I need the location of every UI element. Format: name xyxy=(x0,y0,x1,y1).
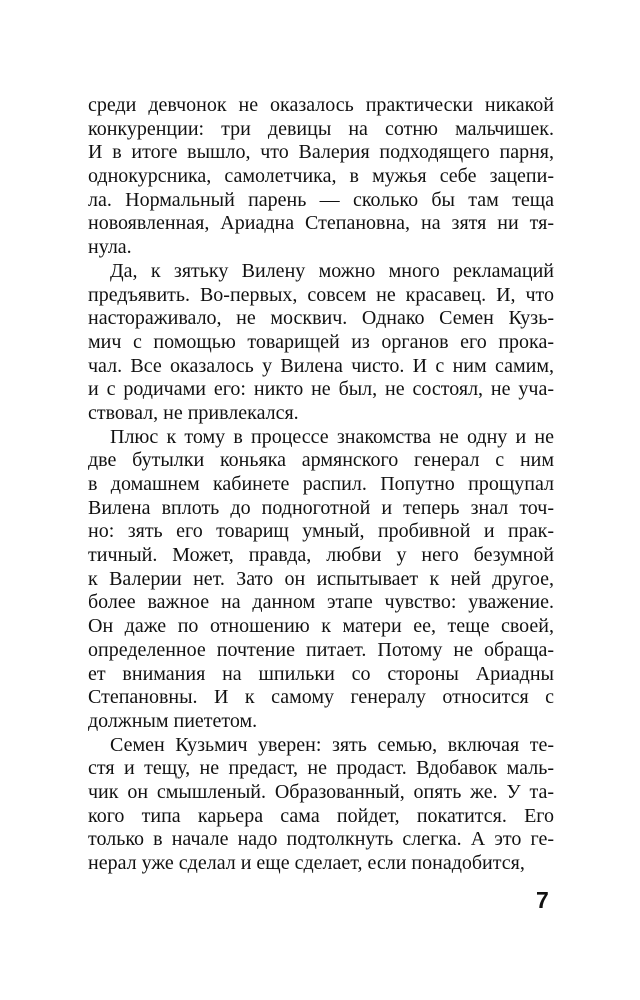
text-line: ет внимания на шпильки со стороны Ариадны xyxy=(88,662,554,685)
text-line: Семен Кузьмич уверен: зять семью, включая те- xyxy=(110,733,554,756)
text-line: но: зять его товарищ умный, пробивной и прак- xyxy=(88,520,554,543)
text-line: только в начале надо подтолкнуть слегка. А это ге- xyxy=(88,828,554,851)
text-line: Да, к зятьку Вилену можно много рекламаций xyxy=(110,259,554,282)
text-line: стя и тещу, не предаст, не продаст. Вдобавок маль- xyxy=(88,757,554,780)
text-line: конкуренции: три девицы на сотню мальчишек. xyxy=(88,117,554,140)
body-text xyxy=(88,94,554,876)
text-line: кого типа карьера сама пойдет, покатится. Его xyxy=(88,804,554,827)
text-line: однокурсника, самолетчика, в мужья себе зацепи- xyxy=(88,165,554,188)
text-line: мич с помощью товарищей из органов его прока- xyxy=(88,330,554,353)
text-line: нерал уже сделал и еще сделает, если понадобится, xyxy=(88,852,525,874)
text-line: новоявленная, Ариадна Степановна, на зятя ни тя- xyxy=(88,212,554,235)
text-line: к Валерии нет. Зато он испытывает к ней другое, xyxy=(88,567,554,590)
text-line: ла. Нормальный парень — сколько бы там теща xyxy=(88,188,554,211)
text-line: в домашнем кабинете распил. Попутно прощупал xyxy=(88,473,554,495)
text-line: И в итоге вышло, что Валерия подходящего парня, xyxy=(88,141,554,164)
text-line: две бутылки коньяка армянского генерал с ним xyxy=(88,449,554,472)
text-line: определенное почтение питает. Потому не обраща- xyxy=(88,638,554,661)
text-line: настораживало, не москвич. Однако Семен Кузь- xyxy=(88,307,554,330)
text-line: более важное на данном этапе чувство: уважение. xyxy=(88,591,554,614)
text-line: ствовал, не привлекался. xyxy=(88,401,299,424)
text-line: чик он смышленый. Образованный, опять же. У та- xyxy=(88,780,554,803)
text-line: чал. Все оказалось у Вилена чисто. И с ним самим, xyxy=(88,354,554,377)
text-line: тичный. Может, правда, любви у него безумной xyxy=(88,544,554,567)
text-line: Степановны. И к самому генералу относится с xyxy=(88,686,554,709)
text-line: Вилена вплоть до подноготной и теперь знал точ- xyxy=(88,496,554,519)
text-line: среди девчонок не оказалось практически никакой xyxy=(88,94,554,116)
text-line: и с родичами его: никто не был, не состоял, не уча- xyxy=(88,378,554,401)
text-line: должным пиететом. xyxy=(88,709,258,732)
text-line: Он даже по отношению к матери ее, теще своей, xyxy=(88,615,554,638)
text-line: нула. xyxy=(88,236,132,259)
text-line: Плюс к тому в процессе знакомства не одну и не xyxy=(110,425,554,448)
page-number: 7 xyxy=(536,887,549,913)
text-line: предъявить. Во-первых, совсем не красавец. И, что xyxy=(88,283,554,306)
